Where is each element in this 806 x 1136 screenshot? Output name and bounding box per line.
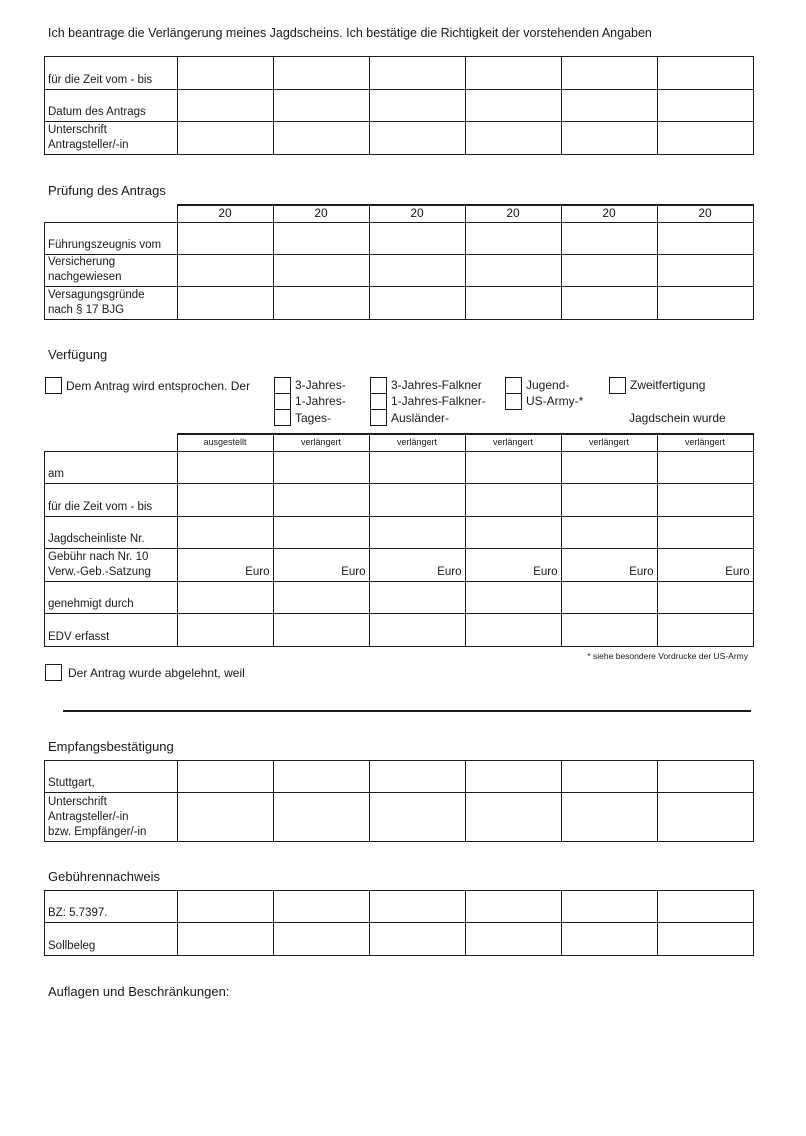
input-cell[interactable] <box>369 287 465 320</box>
currency-unit: Euro <box>629 566 654 578</box>
currency-unit: Euro <box>437 566 462 578</box>
table-row <box>45 255 754 287</box>
input-cell[interactable] <box>178 90 274 122</box>
input-cell[interactable] <box>465 517 561 549</box>
option-label: Ausländer- <box>391 411 450 425</box>
column-header: verlängert <box>561 434 657 452</box>
input-cell[interactable] <box>274 923 370 956</box>
table-row <box>45 452 754 484</box>
input-cell[interactable] <box>177 517 273 549</box>
input-cell[interactable] <box>466 891 562 923</box>
input-cell[interactable] <box>274 57 370 90</box>
input-cell[interactable] <box>178 761 274 793</box>
row-label-license-list: Jagdscheinliste Nr. <box>45 517 178 549</box>
input-cell[interactable] <box>561 223 657 255</box>
input-cell[interactable] <box>369 484 465 517</box>
signature-cell[interactable] <box>562 793 658 842</box>
input-cell[interactable] <box>658 923 754 956</box>
fee-cell[interactable] <box>561 549 657 582</box>
signature-cell[interactable] <box>178 793 274 842</box>
input-cell[interactable] <box>369 517 465 549</box>
signature-cell[interactable] <box>274 122 370 155</box>
row-label-fee: Gebühr nach Nr. 10 Verw.-Geb.-Satzung <box>45 549 178 582</box>
footnote-us-army: * siehe besondere Vordrucke der US-Army <box>587 651 748 661</box>
input-cell[interactable] <box>657 287 753 320</box>
input-cell[interactable] <box>369 614 465 647</box>
input-cell[interactable] <box>657 452 753 484</box>
section-heading-receipt: Empfangsbestätigung <box>48 739 174 754</box>
signature-cell[interactable] <box>562 122 658 155</box>
input-cell[interactable] <box>465 614 561 647</box>
column-header: verlängert <box>465 434 561 452</box>
granted-checkbox-label: Dem Antrag wird entsprochen. Der <box>66 379 251 393</box>
input-cell[interactable] <box>465 484 561 517</box>
section-heading-decision: Verfügung <box>48 347 108 362</box>
row-label-denial-reasons: Versagungsgründe nach § 17 BJG <box>45 287 178 320</box>
input-cell[interactable] <box>178 57 274 90</box>
year-header: 20 <box>177 205 273 223</box>
input-cell[interactable] <box>369 255 465 287</box>
input-cell[interactable] <box>274 90 370 122</box>
input-cell[interactable] <box>178 923 274 956</box>
input-cell[interactable] <box>658 891 754 923</box>
currency-unit: Euro <box>341 566 366 578</box>
decision-table <box>44 433 754 647</box>
input-cell[interactable] <box>370 90 466 122</box>
input-cell[interactable] <box>561 517 657 549</box>
option-label: US-Army-* <box>526 394 584 408</box>
row-label-signature: Unterschrift Antragsteller/-in bzw. Empfänger/-in <box>45 793 178 842</box>
input-cell[interactable] <box>657 223 753 255</box>
input-cell[interactable] <box>370 923 466 956</box>
table-row <box>45 223 754 255</box>
row-label-conduct-certificate: Führungszeugnis vom <box>45 223 178 255</box>
year-header: 20 <box>657 205 753 223</box>
fee-cell[interactable] <box>465 549 561 582</box>
input-cell[interactable] <box>561 452 657 484</box>
table-row <box>45 582 754 614</box>
input-cell[interactable] <box>177 484 273 517</box>
row-label-place: Stuttgart, <box>45 761 178 793</box>
input-cell[interactable] <box>562 57 658 90</box>
table-row <box>45 614 754 647</box>
input-cell[interactable] <box>658 761 754 793</box>
input-cell[interactable] <box>370 761 466 793</box>
section-heading-conditions: Auflagen und Beschränkungen: <box>48 984 230 999</box>
rejected-checkbox-label: Der Antrag wurde abgelehnt, weil <box>68 666 245 680</box>
signature-cell[interactable] <box>658 122 754 155</box>
option-label: 1-Jahres- <box>295 394 346 408</box>
input-cell[interactable] <box>370 891 466 923</box>
application-table <box>44 56 754 155</box>
year-header: 20 <box>561 205 657 223</box>
input-cell[interactable] <box>273 614 369 647</box>
row-label-approved-by: genehmigt durch <box>45 582 178 614</box>
license-suffix-label: Jagdschein wurde <box>629 411 726 425</box>
table-row <box>45 923 754 956</box>
section-heading-review: Prüfung des Antrags <box>48 183 166 198</box>
table-row <box>45 122 754 155</box>
table-row <box>45 517 754 549</box>
signature-cell[interactable] <box>466 793 562 842</box>
signature-cell[interactable] <box>370 793 466 842</box>
input-cell[interactable] <box>274 761 370 793</box>
fee-record-table <box>44 890 754 956</box>
table-row <box>45 57 754 90</box>
row-label-insurance: Versicherung nachgewiesen <box>45 255 178 287</box>
status-header-row <box>45 434 754 452</box>
input-cell[interactable] <box>658 90 754 122</box>
input-cell[interactable] <box>465 223 561 255</box>
currency-unit: Euro <box>245 566 270 578</box>
table-row <box>45 549 754 582</box>
table-row <box>45 891 754 923</box>
row-label-am: am <box>45 452 178 484</box>
table-row <box>45 287 754 320</box>
input-cell[interactable] <box>465 452 561 484</box>
row-label-period: für die Zeit vom - bis <box>45 57 178 90</box>
input-cell[interactable] <box>177 582 273 614</box>
signature-cell[interactable] <box>178 122 274 155</box>
option-checkbox-1-jahres-falkner[interactable] <box>370 393 387 410</box>
signature-cell[interactable] <box>658 793 754 842</box>
option-label: 3-Jahres-Falkner <box>391 378 482 392</box>
year-header: 20 <box>465 205 561 223</box>
input-cell[interactable] <box>273 255 369 287</box>
input-cell[interactable] <box>657 614 753 647</box>
table-row <box>45 90 754 122</box>
input-cell[interactable] <box>657 484 753 517</box>
input-cell[interactable] <box>274 891 370 923</box>
column-header: verlängert <box>657 434 753 452</box>
input-cell[interactable] <box>562 90 658 122</box>
input-cell[interactable] <box>658 57 754 90</box>
input-cell[interactable] <box>657 517 753 549</box>
input-cell[interactable] <box>466 57 562 90</box>
rejection-reason-line[interactable] <box>63 710 751 712</box>
input-cell[interactable] <box>657 255 753 287</box>
input-cell[interactable] <box>369 223 465 255</box>
option-checkbox-tages[interactable] <box>274 409 291 426</box>
input-cell[interactable] <box>273 287 369 320</box>
input-cell[interactable] <box>561 614 657 647</box>
column-header: verlängert <box>369 434 465 452</box>
option-label: Zweitfertigung <box>630 378 706 392</box>
year-header: 20 <box>369 205 465 223</box>
input-cell[interactable] <box>465 582 561 614</box>
input-cell[interactable] <box>273 484 369 517</box>
column-header: ausgestellt <box>177 434 273 452</box>
option-checkbox-3-jahres[interactable] <box>274 377 291 394</box>
option-label: 3-Jahres- <box>295 378 346 392</box>
input-cell[interactable] <box>466 761 562 793</box>
conditions-area[interactable] <box>44 1004 751 1114</box>
input-cell[interactable] <box>561 287 657 320</box>
table-row <box>45 484 754 517</box>
signature-cell[interactable] <box>370 122 466 155</box>
input-cell[interactable] <box>177 287 273 320</box>
review-table <box>44 204 754 320</box>
row-label-bz: BZ: 5.7397. <box>45 891 178 923</box>
input-cell[interactable] <box>466 90 562 122</box>
input-cell[interactable] <box>562 891 658 923</box>
section-heading-fee-record: Gebührennachweis <box>48 869 161 884</box>
input-cell[interactable] <box>466 923 562 956</box>
input-cell[interactable] <box>369 452 465 484</box>
signature-cell[interactable] <box>274 793 370 842</box>
option-checkbox-3-jahres-falkner[interactable] <box>370 377 387 394</box>
input-cell[interactable] <box>177 223 273 255</box>
fee-cell[interactable] <box>369 549 465 582</box>
fee-cell[interactable] <box>657 549 753 582</box>
input-cell[interactable] <box>273 582 369 614</box>
year-header: 20 <box>273 205 369 223</box>
rejected-checkbox[interactable] <box>45 664 62 681</box>
table-row <box>45 793 754 842</box>
input-cell[interactable] <box>465 255 561 287</box>
option-checkbox-jugend[interactable] <box>505 377 522 394</box>
option-checkbox-auslaender[interactable] <box>370 409 387 426</box>
input-cell[interactable] <box>562 761 658 793</box>
option-checkbox-1-jahres[interactable] <box>274 393 291 410</box>
input-cell[interactable] <box>561 255 657 287</box>
option-label: Tages- <box>295 411 332 425</box>
input-cell[interactable] <box>177 255 273 287</box>
input-cell[interactable] <box>465 287 561 320</box>
intro-statement: Ich beantrage die Verlängerung meines Jagdscheins. Ich bestätige die Richtigkeit der vorstehenden Angaben <box>48 26 652 40</box>
input-cell[interactable] <box>657 582 753 614</box>
fee-cell[interactable] <box>177 549 273 582</box>
row-label-edv: EDV erfasst <box>45 614 178 647</box>
option-checkbox-us-army[interactable] <box>505 393 522 410</box>
row-label-period: für die Zeit vom - bis <box>45 484 178 517</box>
input-cell[interactable] <box>177 452 273 484</box>
granted-checkbox[interactable] <box>45 377 62 394</box>
fee-cell[interactable] <box>273 549 369 582</box>
input-cell[interactable] <box>562 923 658 956</box>
input-cell[interactable] <box>273 223 369 255</box>
table-row <box>45 761 754 793</box>
input-cell[interactable] <box>369 582 465 614</box>
option-checkbox-zweitfertigung[interactable] <box>609 377 626 394</box>
input-cell[interactable] <box>561 582 657 614</box>
input-cell[interactable] <box>178 891 274 923</box>
input-cell[interactable] <box>561 484 657 517</box>
signature-cell[interactable] <box>466 122 562 155</box>
input-cell[interactable] <box>177 614 273 647</box>
input-cell[interactable] <box>273 517 369 549</box>
option-label: Jugend- <box>526 378 570 392</box>
row-label-sollbeleg: Sollbeleg <box>45 923 178 956</box>
currency-unit: Euro <box>533 566 558 578</box>
receipt-table <box>44 760 754 842</box>
currency-unit: Euro <box>725 566 750 578</box>
year-header-row <box>45 205 754 223</box>
row-label-signature: Unterschrift Antragsteller/-in <box>45 122 178 155</box>
input-cell[interactable] <box>370 57 466 90</box>
option-label: 1-Jahres-Falkner- <box>391 394 486 408</box>
row-label-date: Datum des Antrags <box>45 90 178 122</box>
column-header: verlängert <box>273 434 369 452</box>
input-cell[interactable] <box>273 452 369 484</box>
